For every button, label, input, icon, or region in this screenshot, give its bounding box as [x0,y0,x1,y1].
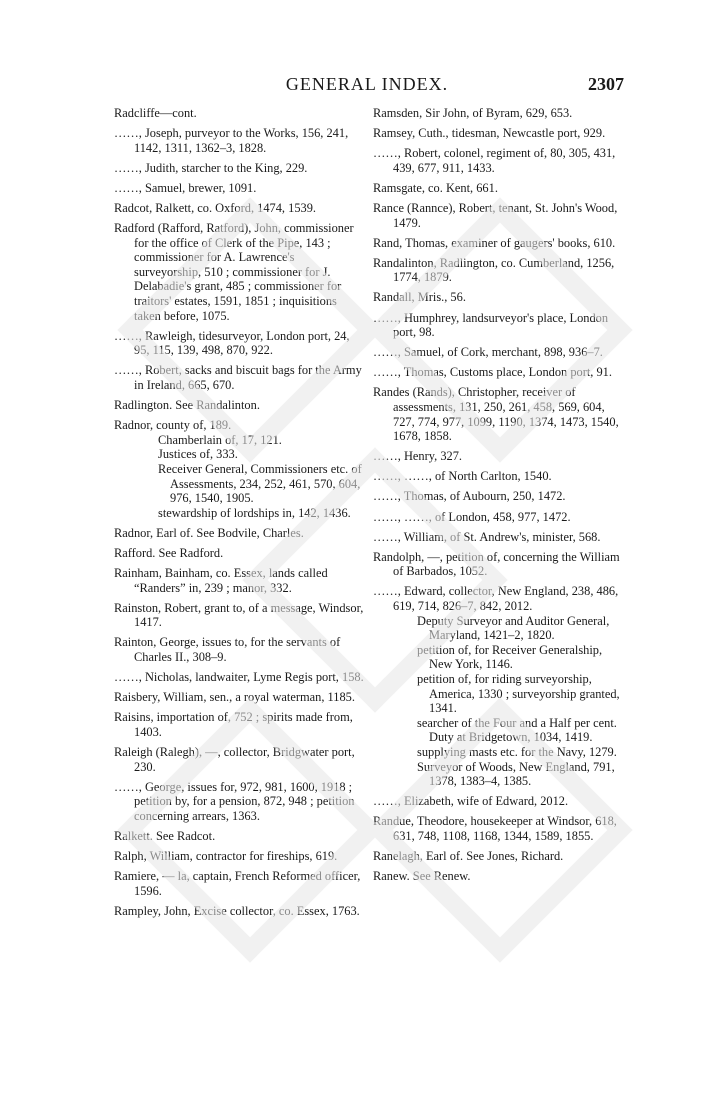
left-column [114,106,364,924]
index-entry [114,710,364,739]
right-column [373,106,623,889]
index-entry [373,385,623,443]
index-entry [114,181,364,196]
index-entry-text: ……, Nicholas, landwaiter, Lyme Regis port, 158. [114,670,364,685]
index-entry [373,530,623,545]
index-entry [373,290,623,305]
index-entry-text: ……, Humphrey, landsurveyor's place, London port, 98. [373,310,609,340]
index-entry-text: Rainton, George, issues to, for the servants of Charles II., 308–9. [114,635,341,664]
index-subentry: searcher of the Four and a Half per cent. Duty at Bridgetown, 1034, 1419. [417,715,617,745]
index-entry [373,449,623,464]
index-entry [373,106,623,121]
index-entry-text: Raisbery, William, sen., a royal waterman, 1185. [114,690,355,705]
index-entry [373,365,623,380]
index-entry-text: Rampley, John, Excise collector, co. Essex, 1763. [114,903,360,918]
index-entry-text: Radlington. See Randalinton. [114,398,260,413]
index-entry [373,849,623,864]
index-entry-text: ……, Edward, collector, New England, 238, 486, 619, 714, 826–7, 842, 2012. [373,584,619,614]
index-entry-text: Raleigh (Ralegh), —, collector, Bridgwater port, 230. [114,744,355,774]
index-entry-text: Ranew. See Renew. [373,869,471,884]
index-entry [373,469,623,484]
index-entry-text: Radnor, Earl of. See Bodvile, Charles. [114,525,304,540]
page-header [110,74,624,96]
index-entry [114,418,364,520]
index-entry [373,126,623,141]
index-entry [114,745,364,774]
index-entry [373,311,623,340]
index-entry [114,690,364,705]
index-entry-text: Rainham, Bainham, co. Essex, lands called “Randers” in, 239 ; manor, 332. [114,566,328,595]
index-entry-text: ……, ……, of London, 458, 977, 1472. [373,509,571,524]
index-entry [114,201,364,216]
index-entry-text: ……, Samuel, of Cork, merchant, 898, 936–7. [373,345,603,360]
index-entry [114,161,364,176]
index-entry-text: Ramiere, — la, captain, French Reformed officer, 1596. [114,869,361,898]
index-entry-text: Ramsey, Cuth., tidesman, Newcastle port, 929. [373,126,606,141]
index-entry [114,780,364,824]
index-entry-text: Randolph, —, petition of, concerning the William of Barbados, 1052. [373,549,620,579]
index-entry [373,256,623,285]
index-entry [114,904,364,919]
index-entry-text: ……, Judith, starcher to the King, 229. [114,160,308,175]
index-entry [373,345,623,360]
index-subentry: supplying masts etc. for the Navy, 1279. [417,744,617,759]
index-entry [114,869,364,898]
index-entry [114,329,364,358]
index-entry-text: ……, Thomas, Customs place, London port, 91. [373,365,612,380]
index-entry [114,849,364,864]
index-subentry: Deputy Surveyor and Auditor General, Maryland, 1421–2, 1820. [417,613,610,643]
index-entry-text: ……, Robert, colonel, regiment of, 80, 305, 431, 439, 677, 911, 1433. [373,146,616,175]
index-entry-text: ……, Henry, 327. [373,449,463,464]
index-entry [114,566,364,595]
index-entry [114,670,364,685]
index-entry-text: Rainston, Robert, grant to, of a message, Windsor, 1417. [114,600,364,630]
index-entry [114,363,364,392]
index-entry-text: Rand, Thomas, examiner of gaugers' books, 610. [373,235,616,250]
index-entry-text: Rafford. See Radford. [114,545,224,560]
index-entry-text: Ramsden, Sir John, of Byram, 629, 653. [373,106,573,120]
index-entry-text: Rance (Rannce), Robert, tenant, St. John's Wood, 1479. [373,200,618,230]
index-entry-text: ……, William, of St. Andrew's, minister, 568. [373,529,601,544]
index-entry-text: Raisins, importation of, 752 ; spirits made from, 1403. [114,710,353,739]
index-entry-text: Randalinton, Radlington, co. Cumberland, 1256, 1774, 1879. [373,255,615,285]
index-entry [373,489,623,504]
index-entry [373,510,623,525]
index-entry [114,546,364,561]
index-entry [114,221,364,323]
index-subentry: Justices of, 333. [158,447,238,462]
index-subentry: petition of, for riding surveyorship, America, 1330 ; surveyorship granted, 1341. [417,672,620,716]
index-entry [373,869,623,884]
index-entry [373,584,623,788]
index-entry-text: Radcliffe—cont. [114,106,197,120]
index-entry-text: ……, Samuel, brewer, 1091. [114,180,257,195]
index-entry [114,526,364,541]
index-entry-text: Randall, Mris., 56. [373,290,466,305]
index-entry [373,794,623,809]
index-entry [114,635,364,664]
index-entry [114,601,364,630]
index-entry-text: ……, George, issues for, 972, 981, 1600, 1918 ; petition by, for a pension, 872, 948 ; petition concerning arrears, 1363. [114,779,355,823]
index-entry-text: Radnor, county of, 189. [114,418,232,433]
index-entry-text: Ralph, William, contractor for fireships, 619. [114,849,338,864]
index-entry-text: Ramsgate, co. Kent, 661. [373,180,498,195]
index-entry-text: Randue, Theodore, housekeeper at Windsor, 618, 631, 748, 1108, 1168, 1344, 1589, 1855. [373,814,617,843]
index-entry-text: ……, ……, of North Carlton, 1540. [373,469,552,484]
page-number: 2307 [588,74,624,94]
index-entry [373,181,623,196]
index-entry [373,814,623,843]
index-entry [114,126,364,155]
index-entry-text: Radford (Rafford, Ratford), John, commissioner for the office of Clerk of the Pipe, 143 ; commissioner for A. Lawrence's surveyorship, 510 ; commissioner for J. Delabadie's grant, 485 ; commissioner for traitors' estates, 1591, 1851 ; inquisitions taken before, 1075. [114,221,354,323]
index-entry-text: ……, Robert, sacks and biscuit bags for the Army in Ireland, 665, 670. [114,363,362,392]
index-subentry: Surveyor of Woods, New England, 791, 1378, 1383–4, 1385. [417,759,615,789]
index-entry [114,829,364,844]
index-entry [373,550,623,579]
index-entry-text: Randes (Rands), Christopher, receiver of assessments, 131, 250, 261, 458, 569, 604, 727, 774, 977, 1099, 1190, 1374, 1473, 1540, 1678, 1858. [373,385,619,444]
index-subentry: stewardship of lordships in, 142, 1436. [158,505,351,520]
running-head: GENERAL INDEX. [285,74,449,94]
index-entry-text: Ralkett. See Radcot. [114,828,216,843]
index-entry [373,201,623,230]
index-entry [373,236,623,251]
index-entry-text: Ranelagh, Earl of. See Jones, Richard. [373,849,564,864]
index-entry-text: Radcot, Ralkett, co. Oxford, 1474, 1539. [114,200,317,215]
index-entry [114,106,364,121]
index-entry-text: ……, Elizabeth, wife of Edward, 2012. [373,794,569,809]
index-entry [373,146,623,175]
index-subentry: petition of, for Receiver Generalship, New York, 1146. [417,642,603,672]
index-entry-text: ……, Thomas, of Aubourn, 250, 1472. [373,489,566,504]
index-subentry: Receiver General, Commissioners etc. of Assessments, 234, 252, 461, 570, 604, 976, 1540, 1905. [158,461,362,506]
index-entry-text: ……, Joseph, purveyor to the Works, 156, 241, 1142, 1311, 1362–3, 1828. [114,126,349,155]
index-entry-text: ……, Rawleigh, tidesurveyor, London port, 24, 95, 115, 139, 498, 870, 922. [114,328,350,358]
index-subentry: Chamberlain of, 17, 121. [158,432,282,447]
index-entry [114,398,364,413]
